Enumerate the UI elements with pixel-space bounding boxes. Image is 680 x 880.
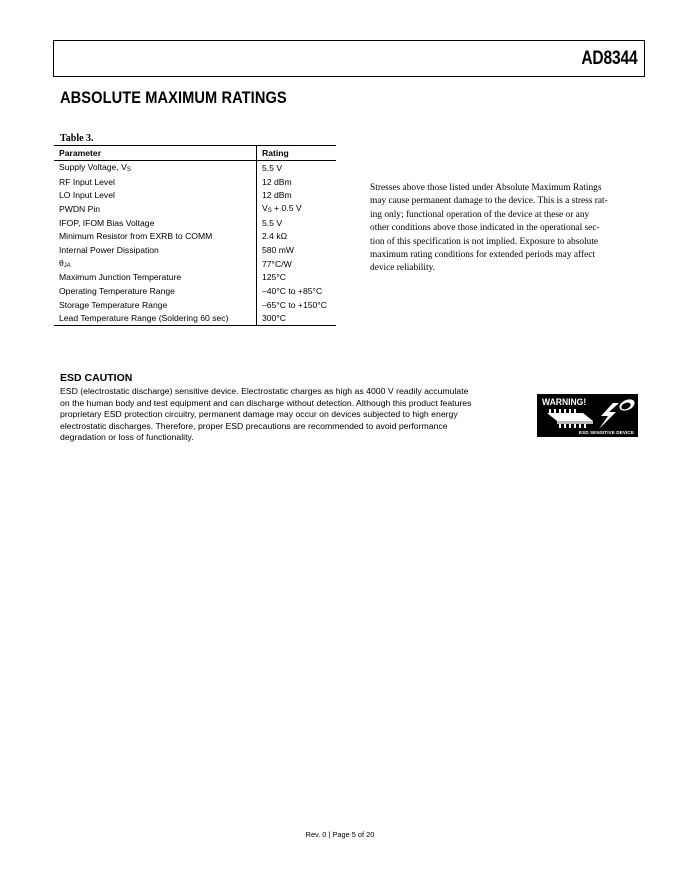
parameter-cell	[54, 216, 257, 230]
rating-cell	[257, 271, 337, 285]
rating-cell	[257, 216, 337, 230]
rating-text: 300°C	[262, 313, 286, 324]
rating-text: 125°C	[262, 272, 286, 283]
rating-cell	[257, 202, 337, 216]
part-number: AD8344	[581, 48, 638, 69]
rating-text: 5.5 V	[262, 217, 283, 228]
rating-cell	[257, 175, 337, 189]
rating-cell	[257, 161, 337, 175]
table-header-row	[54, 146, 336, 161]
parameter-text: Operating Temperature Range	[59, 286, 175, 297]
esd-warning-badge	[537, 394, 638, 437]
rating-text: 12 dBm	[262, 176, 292, 187]
parameter-text: PWDN Pin	[59, 203, 101, 214]
rating-tail-text: + 0.5 V	[271, 203, 302, 214]
parameter-text: Storage Temperature Range	[59, 299, 168, 310]
parameter-cell	[54, 271, 257, 285]
parameter-text: Minimum Resistor from EXRB to COMM	[59, 231, 213, 242]
rating-cell	[257, 229, 337, 243]
parameter-text: Lead Temperature Range (Soldering 60 sec)	[59, 313, 229, 324]
esd-device-caption: ESD SENSITIVE DEVICE	[578, 430, 634, 435]
parameter-cell	[54, 175, 257, 189]
rating-cell	[257, 284, 337, 298]
rating-text: 5.5 V	[262, 162, 283, 173]
parameter-cell	[54, 229, 257, 243]
parameter-cell	[54, 161, 257, 175]
table-row	[54, 243, 336, 257]
table-caption: Table 3.	[60, 133, 94, 144]
table-row	[54, 188, 336, 202]
page-footer: Rev. 0 | Page 5 of 20	[305, 830, 375, 839]
parameter-text: θ	[59, 258, 64, 269]
warning-label: WARNING!	[542, 397, 587, 408]
rating-cell	[257, 243, 337, 257]
table-row	[54, 216, 336, 230]
parameter-cell	[54, 188, 257, 202]
rating-cell	[257, 298, 337, 312]
section-title: ABSOLUTE MAXIMUM RATINGS	[60, 88, 287, 107]
stress-note: Stresses above those listed under Absolute Maximum Ratings may cause permanent damage to the device. This is a stress rat- ing only; functional operation of the device at these or any other conditions above those indicated in the operational sec- tion of this specification is not implied. Exposure to absolute maximum rating conditions for extended periods may affect device reliability.	[370, 183, 608, 274]
rating-cell	[257, 312, 337, 326]
parameter-text: IFOP, IFOM Bias Voltage	[59, 217, 155, 228]
rating-text: 580 mW	[262, 244, 294, 255]
parameter-cell	[54, 202, 257, 216]
table-row	[54, 298, 336, 312]
rating-text: 77°C/W	[262, 258, 292, 269]
parameter-text: Supply Voltage, V	[59, 162, 127, 173]
esd-caution-title: ESD CAUTION	[60, 372, 133, 384]
parameter-text: LO Input Level	[59, 190, 115, 201]
parameter-text: Internal Power Dissipation	[59, 244, 159, 255]
parameter-text: RF Input Level	[59, 176, 115, 187]
rating-text: V	[262, 203, 268, 214]
column-header-rating: Rating	[257, 146, 337, 161]
parameter-subscript: S	[126, 167, 131, 174]
parameter-text: Maximum Junction Temperature	[59, 272, 182, 283]
parameter-cell	[54, 312, 257, 326]
rating-text: –65°C to +150°C	[262, 299, 327, 310]
table-row	[54, 257, 336, 271]
ratings-table	[54, 145, 336, 326]
parameter-cell	[54, 284, 257, 298]
column-header-parameter: Parameter	[54, 146, 257, 161]
table-row	[54, 175, 336, 189]
table-row	[54, 229, 336, 243]
rating-subscript: S	[267, 208, 272, 215]
table-row	[54, 161, 336, 175]
table-row	[54, 271, 336, 285]
parameter-cell	[54, 298, 257, 312]
rating-text: 2.4 kΩ	[262, 231, 288, 242]
parameter-cell	[54, 257, 257, 271]
parameter-subscript: JA	[63, 263, 71, 270]
esd-caution-body: ESD (electrostatic discharge) sensitive device. Electrostatic charges as high as 4000 V readily accumulate on the human body and test equipment and can discharge without detection. Although this product features proprietary ESD protection circuitry, permanent damage may occur on devices subjected to high energy electrostatic discharges. Therefore, proper ESD precautions are recommended to avoid performance degradation or loss of functionality.	[60, 386, 472, 442]
rating-text: –40°C to +85°C	[262, 286, 323, 297]
table-row	[54, 284, 336, 298]
table-row	[54, 202, 336, 216]
table-row	[54, 312, 336, 326]
rating-text: 12 dBm	[262, 190, 292, 201]
parameter-cell	[54, 243, 257, 257]
page-header	[53, 40, 645, 77]
rating-cell	[257, 257, 337, 271]
rating-cell	[257, 188, 337, 202]
